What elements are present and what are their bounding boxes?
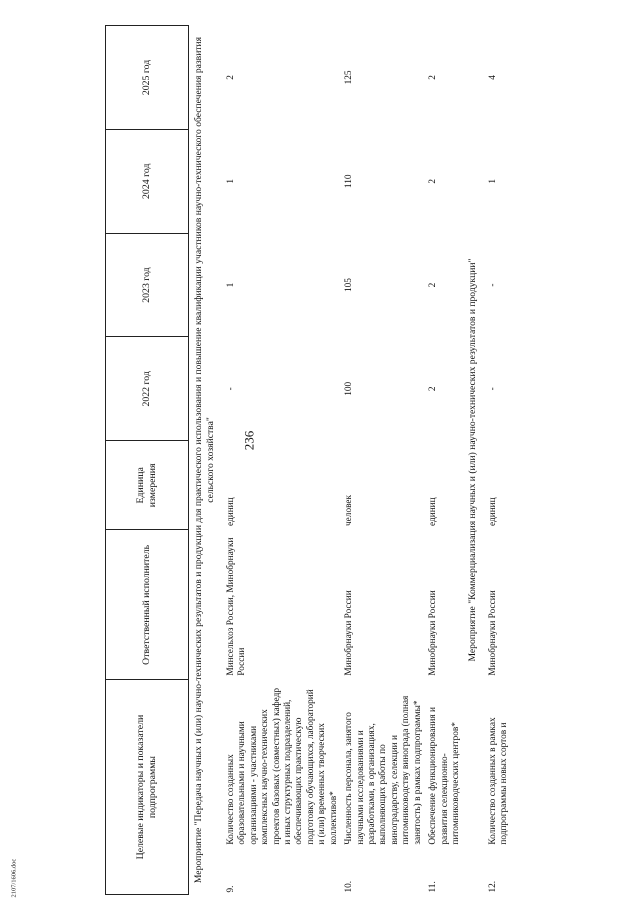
table-header-row	[106, 26, 189, 895]
responsible-cell: Минобрнауки России	[428, 590, 439, 676]
value-2022: 100	[344, 381, 355, 396]
table-row	[485, 26, 512, 895]
value-2024: 1	[487, 178, 498, 184]
value-2023: -	[487, 283, 498, 287]
rotated-page-content	[105, 25, 640, 895]
unit-cell: единиц	[225, 497, 236, 526]
value-2022: -	[487, 387, 498, 391]
unit-cell: человек	[344, 494, 355, 526]
row-number: 12.	[487, 880, 498, 893]
section-row	[189, 26, 223, 895]
indicator-cell: Численность персонала, занятого научными исследованиями и разработками, в организациях, выполняющих работы по виноградарству, селекции и питомниководству винограда (полная занятость) в рамках подпрограммы*	[344, 695, 423, 845]
indicator-cell: Обеспечение функционирования и развития селекционно-питомниководческих центров*	[428, 707, 461, 845]
indicator-cell: Количество созданных образовательными и научными организациями - участниками комплексных научно-технических проектов базовых (совместных) кафедр и иных структурных подразделений, обеспечивающих практическую подготовку обучающихся, лабораторий и (или) временных творческих коллективов*	[225, 687, 339, 845]
header-responsible: Ответственный исполнитель	[106, 530, 189, 680]
value-2022: 2	[428, 386, 439, 392]
table-row	[223, 26, 341, 895]
value-2024: 2	[428, 178, 439, 184]
unit-cell: единиц	[487, 497, 498, 526]
header-unit: Единица измерения	[106, 441, 189, 530]
header-year-2024: 2024 год	[106, 129, 189, 233]
responsible-cell: Минсельхоз России, Минобрнауки России	[225, 537, 248, 676]
section-row	[463, 26, 484, 895]
document-code: 2107/1606.doc	[10, 858, 18, 898]
value-2023: 105	[344, 278, 355, 293]
responsible-cell: Минобрнауки России	[344, 590, 355, 676]
responsible-cell: Минобрнауки России	[487, 590, 498, 676]
header-year-2023: 2023 год	[106, 233, 189, 337]
table-row	[425, 26, 463, 895]
section-title: Мероприятие "Передача научных и (или) научно-технических результатов и продукции для практического использования и повышение квалификации участников научно-технического обеспечения развития сельского хозяйства"	[193, 36, 217, 884]
page-number: 236	[241, 430, 257, 451]
indicator-cell: Количество созданных в рамках подпрограммы новых сортов и	[487, 717, 510, 845]
row-number: 11.	[428, 881, 439, 893]
indicators-table	[105, 25, 512, 895]
value-2025: 4	[487, 75, 498, 80]
section-title: Мероприятие "Коммерциализация научных и (или) научно-технических результатов и продукции"	[467, 258, 479, 662]
row-number: 9.	[225, 885, 236, 893]
value-2025: 2	[225, 75, 236, 80]
unit-cell: единиц	[428, 497, 439, 526]
row-number: 10.	[344, 880, 355, 893]
header-year-2025: 2025 год	[106, 26, 189, 130]
table-row	[341, 26, 425, 895]
value-2025: 2	[428, 75, 439, 80]
value-2024: 1	[225, 178, 236, 184]
value-2023: 2	[428, 282, 439, 288]
header-indicator: Целевые индикаторы и показатели подпрограммы	[106, 680, 189, 895]
value-2025: 125	[344, 70, 355, 85]
value-2022: -	[225, 387, 236, 391]
header-year-2022: 2022 год	[106, 337, 189, 441]
value-2023: 1	[225, 282, 236, 288]
value-2024: 110	[344, 174, 355, 189]
